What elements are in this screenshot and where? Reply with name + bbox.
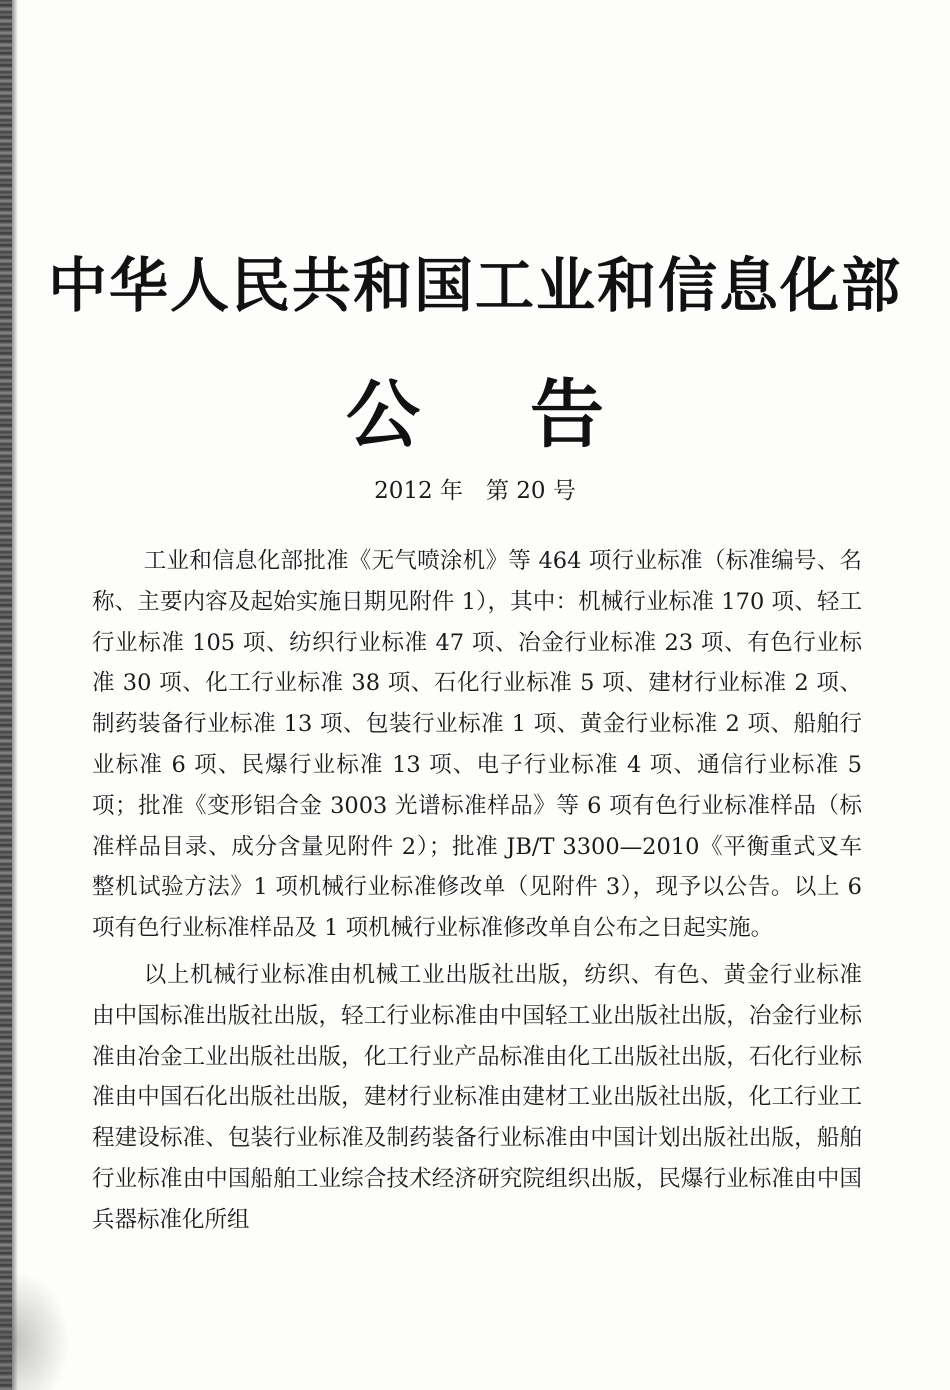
scan-corner-noise xyxy=(0,1270,70,1390)
document-subtitle: 公告 xyxy=(346,372,714,458)
scan-binding-edge xyxy=(0,0,12,1390)
document-body xyxy=(92,541,885,1247)
body-paragraph-2: 以上机械行业标准由机械工业出版社出版，纺织、有色、黄金行业标准由中国标准出版社出版，轻工行业标准由中国轻工业出版社出版，冶金行业标准由冶金工业出版社出版，化工行业产品标准由化工出版社出版，石化行业标准由中国石化出版社出版，建材行业标准由建材工业出版社出版，化工行业工程建设标准、包装行业标准及制药装备行业标准由中国计划出版社出版，船舶行业标准由中国船舶工业综合技术经济研究院组织出版，民爆行业标准由中国兵器标准化所组 xyxy=(92,961,862,1233)
issue-number: 2012 年 第 20 号 xyxy=(374,478,576,504)
body-paragraph-1: 工业和信息化部批准《无气喷涂机》等 464 项行业标准（标准编号、名称、主要内容及起始实施日期见附件 1），其中：机械行业标准 170 项、轻工行业标准 105 项、纺织行业标准 47 项、冶金行业标准 23 项、有色行业标准 30 项、化工行业标准 38 项、石化行业标准 5 项、建材行业标准 2 项、制药装备行业标准 13 项、包装行业标准 1 项、黄金行业标准 2 项、船舶行业标准 6 项、民爆行业标准 13 项、电子行业标准 4 项、通信行业标准 5 项；批准《变形铝合金 3003 光谱标准样品》等 6 项有色行业标准样品（标准样品目录、成分含量见附件 2）；批准 JB/T 3300—2010《平衡重式叉车 整机试验方法》1 项机械行业标准修改单（见附件 3），现予以公告。以上 6 项有色行业标准样品及 1 项机械行业标准修改单自公布之日起实施。 xyxy=(92,548,885,942)
scan-edge-shadow xyxy=(12,0,18,1390)
document-title: 中华人民共和国工业和信息化部 xyxy=(47,251,902,320)
